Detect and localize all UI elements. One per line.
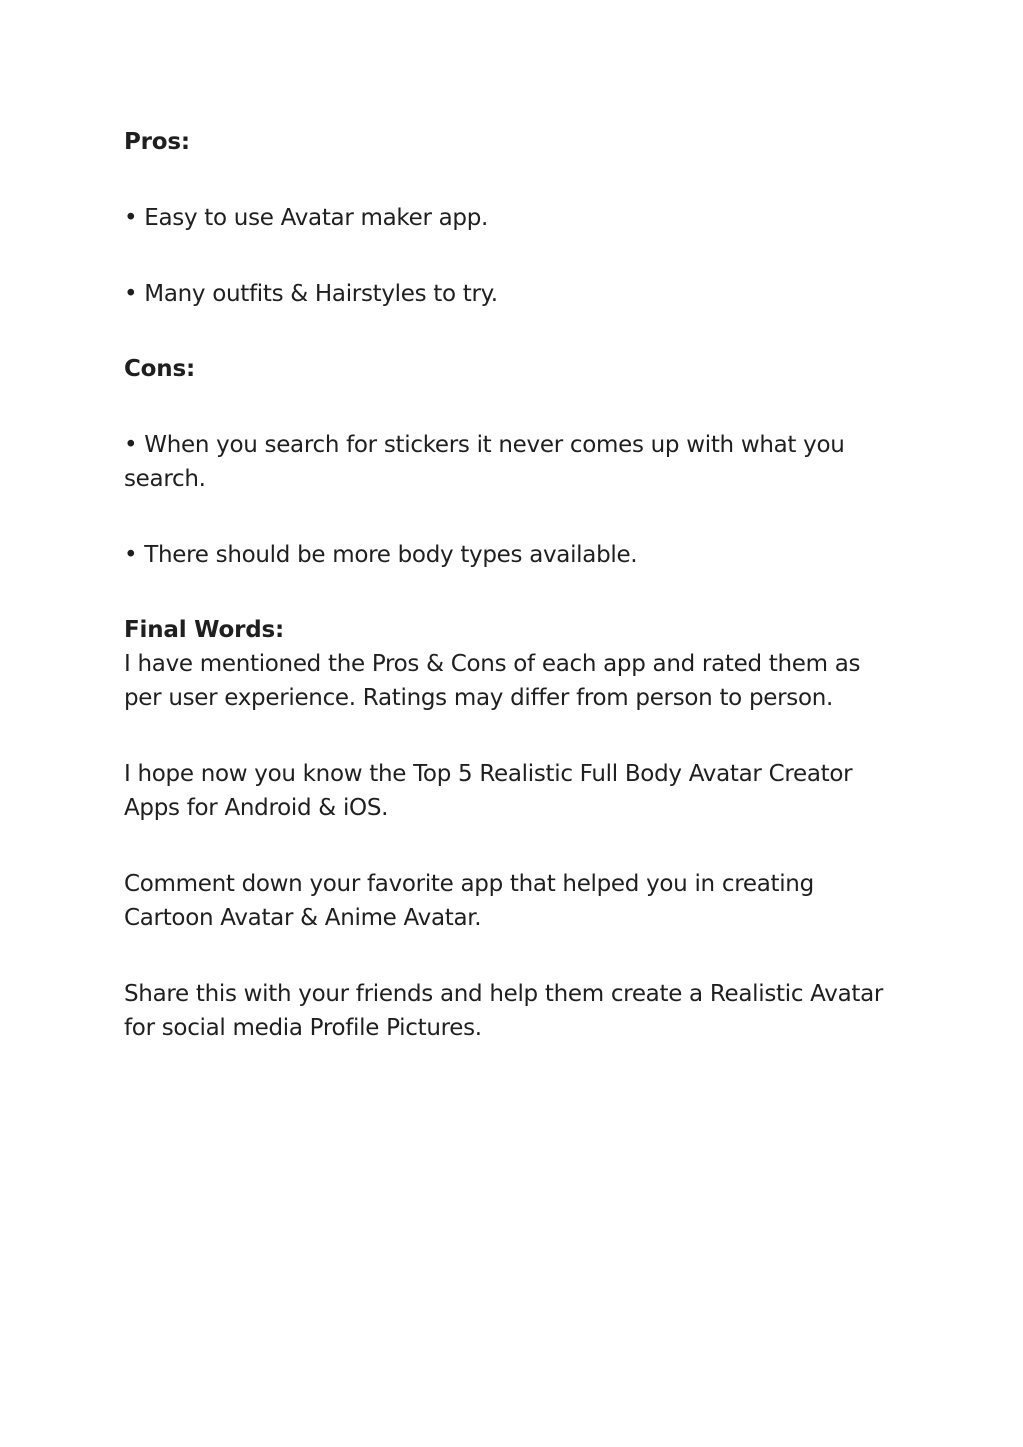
- cons-heading: Cons:: [124, 356, 195, 382]
- cons-item-body-types: • There should be more body types available.: [124, 542, 638, 568]
- final-words-heading: Final Words:: [124, 617, 285, 643]
- final-words-paragraph-line: Cartoon Avatar & Anime Avatar.: [124, 905, 482, 931]
- final-words-paragraph-line: Comment down your favorite app that helped you in creating: [124, 871, 814, 897]
- cons-item-stickers-line2: search.: [124, 466, 206, 492]
- cons-item-stickers-line1: • When you search for stickers it never comes up with what you: [124, 432, 845, 458]
- pros-heading: Pros:: [124, 129, 190, 155]
- final-words-paragraph-line: per user experience. Ratings may differ from person to person.: [124, 685, 834, 711]
- pros-item-easy: • Easy to use Avatar maker app.: [124, 205, 489, 231]
- pros-item-outfits: • Many outfits & Hairstyles to try.: [124, 281, 498, 307]
- final-words-paragraph-line: I have mentioned the Pros & Cons of each app and rated them as: [124, 651, 861, 677]
- final-words-paragraph-line: I hope now you know the Top 5 Realistic Full Body Avatar Creator: [124, 761, 853, 787]
- final-words-paragraph-line: Apps for Android & iOS.: [124, 795, 389, 821]
- final-words-paragraph-line: Share this with your friends and help them create a Realistic Avatar: [124, 981, 884, 1007]
- final-words-paragraph-line: for social media Profile Pictures.: [124, 1015, 482, 1041]
